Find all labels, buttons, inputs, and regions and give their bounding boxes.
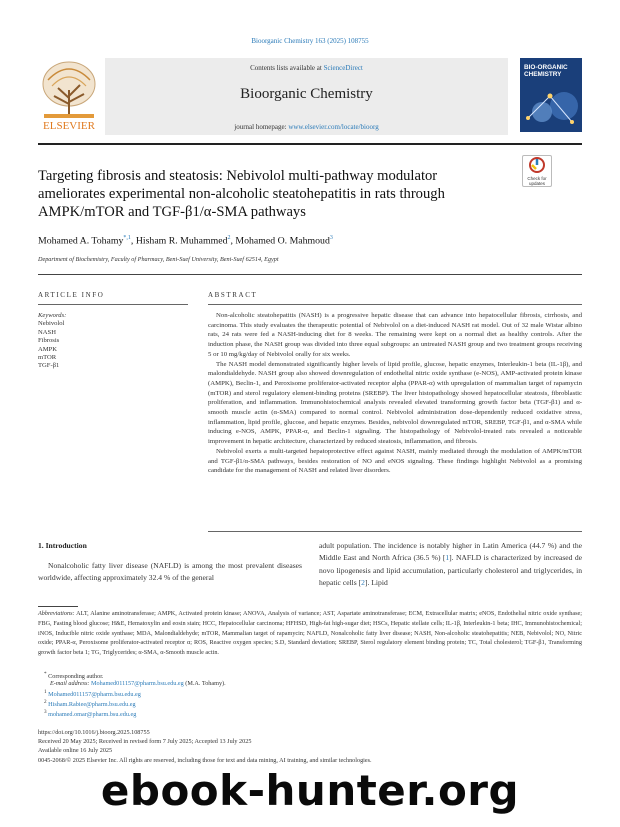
keyword: TGF-β1 (38, 362, 60, 370)
elsevier-wordmark: ELSEVIER (43, 120, 95, 132)
introduction-paragraph-continued (319, 540, 582, 590)
author-name[interactable]: Mohamed O. Mahmoud (235, 235, 330, 247)
abstract-bottom-rule (208, 531, 582, 532)
author-list: Mohamed A. Tohamy$^{*,1}$, Hisham R. Muhammed$^2$, Mohamed O. Mahmoud$^3$ (38, 235, 333, 247)
keyword: Fibrosis (38, 337, 60, 345)
abstract-paragraph: Nebivolol exerts a multi-targeted hepatoprotective effect against NASH, mainly mediated through the modulation of AMPK/mTOR and TGF-β1/α-SMA pathways, besides restoration of NO and eNOS signaling. These findings highlight Nebivolol as a promising candidate for the management of NASH and related liver disorders. (208, 447, 582, 475)
keywords-label: Keywords: (38, 312, 67, 319)
introduction-left-column (38, 560, 302, 585)
author-marks[interactable]: 3 (329, 235, 333, 241)
copyright-line: 0045-2068/© 2025 Elsevier Inc. All rights are reserved, including those for text and data mining, AI training, and similar technologies. (38, 757, 372, 764)
article-info-heading: ARTICLE INFO (38, 291, 105, 299)
received-dates: Received 20 May 2025; Received in revised form 7 July 2025; Accepted 13 July 2025 (38, 738, 252, 745)
homepage-prefix: journal homepage: (234, 123, 289, 131)
author-email-link[interactable]: Mohamed011157@pharm.bsu.edu.eg (48, 691, 141, 699)
available-online: Available online 16 July 2025 (38, 747, 113, 754)
journal-cover (520, 58, 582, 132)
author-email-link[interactable]: mohamed.omar@pharm.bsu.edu.eg (48, 711, 137, 719)
keyword: mTOR (38, 354, 57, 362)
journal-citation[interactable]: Bioorganic Chemistry 163 (2025) 108755 (251, 37, 369, 45)
author-footnote-2: $^2$ Hisham.Rabiee@pharm.bsu.edu.eg (44, 699, 136, 709)
doi-link[interactable]: https://doi.org/10.1016/j.bioorg.2025.108755 (38, 729, 150, 736)
introduction-paragraph: Nonalcoholic fatty liver disease (NAFLD) is among the most prevalent diseases worldwide, affecting approximately 32.4 % of the general (38, 561, 302, 583)
corresponding-footnote: * Corresponding author. (44, 671, 104, 681)
affiliation: Department of Biochemistry, Faculty of Pharmacy, Beni-Suef University, Beni-Suef 62514, Egypt (38, 256, 279, 263)
keyword: AMPK (38, 345, 58, 353)
reference-link-2[interactable]: 2 (361, 578, 365, 588)
article-title: Targeting fibrosis and steatosis: Nebivolol multi-pathway modulator ameliorates experimental non-alcoholic steatohepatitis in rats through AMPK/mTOR and TGF-β1/α-SMA pathways (38, 168, 445, 220)
author-name[interactable]: Mohamed A. Tohamy (38, 235, 124, 247)
abstract-body (208, 311, 582, 476)
abstract-paragraph: The NASH model demonstrated significantly higher levels of lipid profile, glucose, hepatic enzymes, Interleukin-1 beta (IL-1β), and malondialdehyde. NASH group also showed downregulation of endothelial nitric oxide synthase (e-NOS), AMP-activated protein kinase (AMPK), Beclin-1, and Peroxisome proliferator-activated receptor alpha (PPAR-α) with upregulation of mammalian target of rapamycin (mTOR) and sterol regulatory element-binding proteins (SREBP). The liver histopathology showed hepatocellular steatosis, fibroblastic proliferation, and inflammation. Immunohistochemical analysis revealed elevated transforming growth factor beta (TGF-β1) and α-smooth muscle actin (α-SMA) compared to normal control. Nebivolol administration dose-dependently reduced oxidative stress, inflammation, lipid profile, glucose, and hepatic enzymes. Besides, nebivolol downregulated mTOR, SREBP, TGF-β1, and α-SMA while inducing e-NOS, AMPK, PPAR-α, and Beclin-1 signaling. The histopathology of Nebivolol-treated rats revealed a noticeable improvement in hepatic architecture, characterized by reduced steatosis, inflammation, and fibrosis. (208, 360, 582, 446)
check-updates-label: Check for updates (527, 176, 547, 186)
article-info-rule (38, 304, 188, 305)
keyword: NASH (38, 328, 56, 336)
introduction-right-column (319, 540, 582, 590)
email-suffix: (M.A. Tohamy). (183, 680, 226, 687)
abbreviations-label: Abbreviations: (38, 610, 75, 617)
keywords-block (38, 312, 168, 371)
author-footnote-1: $^1$ Mohamed011157@pharm.bsu.edu.eg (44, 689, 141, 699)
author-footnote-3: $^3$ mohamed.omar@pharm.bsu.edu.eg (44, 709, 137, 719)
abbreviations-footnote (38, 609, 582, 658)
watermark: ebook-hunter.org (100, 766, 520, 815)
abstract-rule (208, 304, 582, 305)
author-name[interactable]: Hisham R. Muhammed (135, 235, 228, 247)
footnote-rule (38, 606, 78, 607)
contents-prefix: Contents lists available at (250, 64, 324, 72)
author-marks[interactable]: *,1 (123, 235, 131, 241)
sciencedirect-link[interactable]: ScienceDirect (323, 64, 363, 72)
intro-text-part: ]. Lipid (364, 578, 388, 588)
section-rule (38, 274, 582, 275)
corresponding-label: Corresponding author. (48, 673, 104, 681)
author-marks[interactable]: 2 (227, 235, 231, 241)
homepage-line (105, 123, 508, 131)
journal-homepage-link[interactable]: www.elsevier.com/locate/bioorg (288, 123, 379, 131)
check-updates-icon (523, 156, 551, 174)
abstract-heading: ABSTRACT (208, 291, 258, 299)
abbreviations-text: ALT, Alanine aminotransferase; AMPK, Activated protein kinase; ANOVA, Analysis of variance; AST, Aspartate aminotransferase; ECM, Extracellular matrix; eNOS, Endothelial nitric oxide synthase; FBG, Fasting blood glucose; H&E, Hematoxylin and eosin stain; HCC, Hepatocellular carcinoma; HFHSD, High-fat high-sugar diet; HSCs, Hepatic stellate cells; IL-1β, Interleukin-1 beta; IHC, Immunohistochemical; iNOS, Inducible nitric oxide synthase; MDA, Malondialdehyde; mTOR, Mammalian target of rapamycin; NAFLD, Nonalcoholic fatty liver disease; NASH, Non-alcoholic steatohepatitis; NEB, Nebivolol; NO, Nitric oxide; PPAR-α, Peroxisome proliferator-activated receptor α; ROS, Reactive oxygen species; S.D, Standard deviation; SREBP, Sterol regulatory element binding protein; TC, Total cholesterol; TGF-β1, Transforming growth factor beta 1; TG, Triglycerides; α-SMA, α-Smooth muscle actin. (38, 610, 582, 657)
elsevier-logo (38, 58, 100, 132)
reference-link-1[interactable]: 1 (445, 553, 450, 563)
cover-title: BIO-ORGANIC CHEMISTRY (524, 64, 568, 78)
introduction-heading: 1. Introduction (38, 541, 87, 550)
abstract-paragraph: Non-alcoholic steatohepatitis (NASH) is a progressive hepatic disease that can advance into hepatocellular fibrosis, cirrhosis, and carcinoma. This study evaluates the therapeutic potential of Nebivolol on a diet-induced NASH rat model. Out of 32 male Wistar albino rats, 24 rats were fed a NASH-inducing diet for 8 weeks. The remaining were kept on a normal diet as healthy controls. After the induction phase, the NASH group was divided into three equal subgroups: an untreated NASH group and two treatment groups receiving 5 or 10 mg/kg/day of Nebivolol orally for six weeks. (208, 312, 582, 358)
header-rule (38, 143, 582, 145)
intro-text-part: ]. NAFLD is characterized by increased de novo lipogenesis and lipid accumulation, particularly cholesterol and triglycerides, in hepatic cells [ (319, 553, 582, 588)
journal-name: Bioorganic Chemistry (240, 86, 373, 102)
email-label: E-mail address: (50, 680, 90, 687)
contents-line (105, 64, 508, 72)
intro-text-part: adult population. The incidence is notably higher in Latin America (44.7 %) and the Middle East and North Africa (36.5 %) [ (319, 541, 582, 563)
author-email-link[interactable]: Hisham.Rabiee@pharm.bsu.edu.eg (48, 701, 136, 709)
keyword: Nebivolol (38, 320, 65, 328)
email-link[interactable]: Mohamed011157@pharm.bsu.edu.eg (91, 680, 184, 687)
